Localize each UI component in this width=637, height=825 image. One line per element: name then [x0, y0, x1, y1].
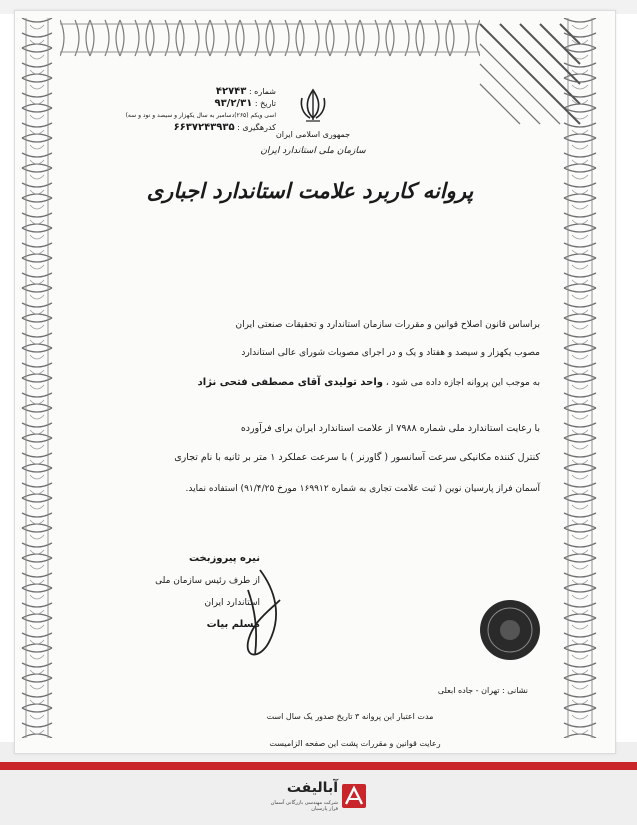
corner-ornament: [470, 14, 590, 134]
footer-note: رعایت قوانین و مقررات پشت این صفحه الزامیست: [269, 739, 441, 748]
date-row: [146, 98, 276, 110]
body-line-6: آسمان فراز پارسیان نوین ( ثبت علامت تجاری به شماره ۱۶۹۹۱۲ مورخ ۹۱/۴/۲۵) استفاده نماید.: [185, 484, 540, 494]
number-label: شماره :: [248, 87, 276, 96]
handwritten-signature: [200, 560, 310, 670]
date-label: تاریخ :: [254, 99, 276, 108]
top-border-ornament: [60, 14, 480, 62]
tag-line: اسی ویکم (۲۶۵)دسامبر به سال یکهزار و سیصد و نود و سه): [125, 112, 276, 119]
certificate-title: پروانه کاربرد علامت استاندارد اجباری: [146, 178, 474, 203]
company-name: واحد تولیدی آقای مصطفی فتحی نژاد: [197, 377, 383, 388]
number-row: [146, 86, 276, 98]
date-value: ۹۳/۲/۳۱: [214, 98, 253, 109]
signatory-subtitle: مسلم بیات: [206, 619, 260, 630]
government-name: جمهوری اسلامی ایران: [275, 130, 351, 139]
logo-name: آبالیفت: [286, 780, 338, 796]
left-border-ornament: [18, 18, 56, 738]
body-line-4: با رعایت استاندارد ملی شماره ۷۹۸۸ از علامت استاندارد ایران برای فرآورده: [240, 423, 540, 434]
tracking-row: [146, 122, 276, 134]
body-line-3: [88, 377, 540, 388]
signatory-name: نیره پیروزبخت: [188, 553, 260, 564]
body-line-3-prefix: به موجب این پروانه اجازه داده می شود ،: [385, 378, 540, 388]
abalift-logo: [266, 780, 370, 814]
official-seal: [478, 598, 542, 662]
validity-note: مدت اعتبار این پروانه ۳ تاریخ صدور یک سال است: [266, 712, 434, 721]
certificate-meta: [125, 86, 276, 134]
body-line-2: مصوب یکهزار و سیصد و هفتاد و یک و در اجرای مصوبات شورای عالی استاندارد: [241, 348, 540, 358]
iran-emblem-icon: [296, 86, 330, 124]
address: نشانی : تهران - جاده ابعلی: [437, 686, 528, 695]
tracking-value: ۶۶۳۷۲۴۳۹۳۵: [173, 122, 235, 133]
tracking-label: کدرهگیری :: [237, 123, 276, 132]
logo-tagline: شرکت مهندسی بازرگانی آسمان فراز پارسیان: [270, 800, 338, 812]
signatory-title: از طرف رئیس سازمان ملی استاندارد ایران: [155, 576, 260, 608]
brand-red-band: [0, 762, 637, 770]
organization-name: سازمان ملی استاندارد ایران: [260, 146, 366, 156]
body-line-5: کنترل کننده مکانیکی سرعت آسانسور ( گاورنر ) با سرعت عملکرد ۱ متر بر ثانیه با نام تجاری: [174, 452, 540, 463]
number-value: ۴۲۷۴۳: [215, 86, 247, 97]
body-line-1: براساس قانون اصلاح قوانین و مقررات سازمان استاندارد و تحقیقات صنعتی ایران: [235, 320, 540, 330]
logo-mark-icon: [340, 782, 368, 810]
